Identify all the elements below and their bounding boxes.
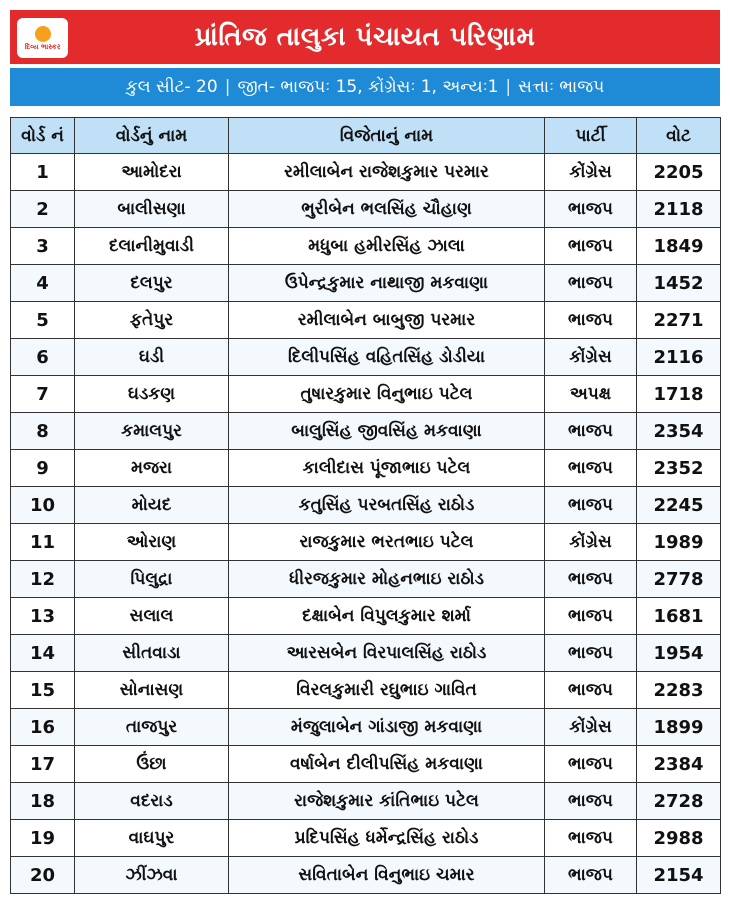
winner-name: ધીરજકુમાર મોહનભાઇ રાઠોડ [229, 561, 545, 598]
ward-name: ઓરાણ [75, 524, 229, 561]
winner-name: આરસબેન વિરપાલસિંહ રાઠોડ [229, 635, 545, 672]
winner-name: તુષારકુમાર વિનુભાઇ પટેલ [229, 376, 545, 413]
winner-name: વર્ષાબેન દીલીપસિંહ મકવાણા [229, 746, 545, 783]
ward-name: ફતેપુર [75, 302, 229, 339]
table-header-row [11, 118, 721, 154]
party-name: ભાજપ [545, 265, 637, 302]
party-name: ભાજપ [545, 191, 637, 228]
ward-number: 14 [11, 635, 75, 672]
ward-number: 10 [11, 487, 75, 524]
ward-name: ઘડકણ [75, 376, 229, 413]
summary-divider: | [224, 77, 231, 97]
vote-count: 2283 [637, 672, 721, 709]
winner-name: કતુસિંહ પરબતસિંહ રાઠોડ [229, 487, 545, 524]
ward-number: 17 [11, 746, 75, 783]
ward-number: 4 [11, 265, 75, 302]
table-row [11, 191, 721, 228]
winner-name: કાલીદાસ પૂંજાભાઇ પટેલ [229, 450, 545, 487]
winner-name: વિરલકુમારી રઘુભાઇ ગાવિત [229, 672, 545, 709]
party-name: ભાજપ [545, 561, 637, 598]
ward-number: 12 [11, 561, 75, 598]
vote-count: 1989 [637, 524, 721, 561]
winner-name: પ્રદિપસિંહ ધર્મેન્દ્રસિંહ રાઠોડ [229, 820, 545, 857]
vote-count: 2728 [637, 783, 721, 820]
ward-name: સોનાસણ [75, 672, 229, 709]
ward-name: આમોદરા [75, 154, 229, 191]
vote-count: 2988 [637, 820, 721, 857]
table-row [11, 487, 721, 524]
party-name: ભાજપ [545, 450, 637, 487]
vote-count: 2205 [637, 154, 721, 191]
table-row [11, 561, 721, 598]
ward-name: સલાલ [75, 598, 229, 635]
sun-icon [35, 26, 51, 42]
ward-number: 8 [11, 413, 75, 450]
ward-number: 11 [11, 524, 75, 561]
vote-count: 1718 [637, 376, 721, 413]
ward-name: વાઘપુર [75, 820, 229, 857]
page-title: પ્રાંતિજ તાલુકા પંચાયત પરિણામ [194, 21, 536, 52]
party-name: ભાજપ [545, 413, 637, 450]
ward-name: દલાનીમુવાડી [75, 228, 229, 265]
ward-name: તાજપુર [75, 709, 229, 746]
table-row [11, 598, 721, 635]
table-row [11, 820, 721, 857]
party-name: ભાજપ [545, 672, 637, 709]
winner-name: દિલીપસિંહ વહિતસિંહ ડોડીયા [229, 339, 545, 376]
vote-count: 2118 [637, 191, 721, 228]
winner-name: ઉપેન્દ્રકુમાર નાથાજી મકવાણા [229, 265, 545, 302]
title-banner [10, 10, 720, 64]
column-header-votes: વોટ [637, 118, 721, 154]
vote-count: 2271 [637, 302, 721, 339]
summary-divider: | [505, 77, 512, 97]
ward-name: મજરા [75, 450, 229, 487]
table-row [11, 302, 721, 339]
table-row [11, 857, 721, 894]
party-name: કોંગ્રેસ [545, 709, 637, 746]
ward-name: ઉંછા [75, 746, 229, 783]
divya-bhaskar-logo [17, 18, 68, 58]
vote-count: 2778 [637, 561, 721, 598]
party-name: ભાજપ [545, 302, 637, 339]
ward-name: ઘડી [75, 339, 229, 376]
vote-count: 2116 [637, 339, 721, 376]
ward-name: બાલીસણા [75, 191, 229, 228]
party-name: કોંગ્રેસ [545, 524, 637, 561]
table-row [11, 635, 721, 672]
ruling-party: સત્તાઃ ભાજપ [518, 77, 605, 97]
vote-count: 2352 [637, 450, 721, 487]
ward-number: 16 [11, 709, 75, 746]
vote-count: 2154 [637, 857, 721, 894]
ward-name: કમાલપુર [75, 413, 229, 450]
party-name: ભાજપ [545, 783, 637, 820]
party-name: કોંગ્રેસ [545, 339, 637, 376]
logo-text: દિવ્ય ભાસ્કર [24, 42, 61, 51]
ward-name: દલપુર [75, 265, 229, 302]
party-name: ભાજપ [545, 228, 637, 265]
winner-name: રાજકુમાર ભરતભાઇ પટેલ [229, 524, 545, 561]
table-row [11, 228, 721, 265]
ward-number: 15 [11, 672, 75, 709]
party-name: ભાજપ [545, 635, 637, 672]
vote-count: 2245 [637, 487, 721, 524]
ward-number: 9 [11, 450, 75, 487]
winner-name: રાજેશકુમાર કાંતિભાઇ પટેલ [229, 783, 545, 820]
table-row [11, 746, 721, 783]
winner-name: મંજુલાબેન ગાંડાજી મકવાણા [229, 709, 545, 746]
winner-name: મધુબા હમીરસિંહ ઝાલા [229, 228, 545, 265]
ward-name: સીતવાડા [75, 635, 229, 672]
column-header-ward-name: વોર્ડનું નામ [75, 118, 229, 154]
table-row [11, 413, 721, 450]
party-name: ભાજપ [545, 857, 637, 894]
winner-name: બાલુસિંહ જીવસિંહ મકવાણા [229, 413, 545, 450]
table-row [11, 709, 721, 746]
vote-count: 1899 [637, 709, 721, 746]
ward-number: 3 [11, 228, 75, 265]
party-name: અપક્ષ [545, 376, 637, 413]
total-seats: કુલ સીટ- 20 [125, 77, 218, 97]
table-row [11, 524, 721, 561]
vote-count: 2384 [637, 746, 721, 783]
results-table [10, 117, 721, 894]
ward-number: 7 [11, 376, 75, 413]
ward-name: ઝીંઝવા [75, 857, 229, 894]
ward-number: 13 [11, 598, 75, 635]
party-name: ભાજપ [545, 487, 637, 524]
table-row [11, 376, 721, 413]
vote-count: 1849 [637, 228, 721, 265]
party-name: ભાજપ [545, 598, 637, 635]
ward-number: 18 [11, 783, 75, 820]
vote-count: 1954 [637, 635, 721, 672]
win-counts: જીત- ભાજપઃ 15, કોંગ્રેસઃ 1, અન્યઃ1 [237, 77, 499, 97]
column-header-ward-no: વોર્ડ નં [11, 118, 75, 154]
table-row [11, 450, 721, 487]
table-row [11, 265, 721, 302]
ward-name: વદરાડ [75, 783, 229, 820]
winner-name: ભુરીબેન ભલસિંહ ચૌહાણ [229, 191, 545, 228]
party-name: કોંગ્રેસ [545, 154, 637, 191]
vote-count: 1452 [637, 265, 721, 302]
ward-number: 20 [11, 857, 75, 894]
table-row [11, 339, 721, 376]
party-name: ભાજપ [545, 746, 637, 783]
table-row [11, 154, 721, 191]
ward-name: મોયદ [75, 487, 229, 524]
table-row [11, 672, 721, 709]
column-header-winner-name: વિજેતાનું નામ [229, 118, 545, 154]
winner-name: રમીલાબેન રાજેશકુમાર પરમાર [229, 154, 545, 191]
ward-number: 1 [11, 154, 75, 191]
winner-name: દક્ષાબેન વિપુલકુમાર શર્મા [229, 598, 545, 635]
party-name: ભાજપ [545, 820, 637, 857]
summary-bar [10, 68, 720, 106]
ward-number: 6 [11, 339, 75, 376]
vote-count: 1681 [637, 598, 721, 635]
vote-count: 2354 [637, 413, 721, 450]
ward-name: પિલુદ્રા [75, 561, 229, 598]
winner-name: રમીલાબેન બાબુજી પરમાર [229, 302, 545, 339]
table-row [11, 783, 721, 820]
winner-name: સવિતાબેન વિનુભાઇ ચમાર [229, 857, 545, 894]
ward-number: 2 [11, 191, 75, 228]
ward-number: 19 [11, 820, 75, 857]
ward-number: 5 [11, 302, 75, 339]
column-header-party: પાર્ટી [545, 118, 637, 154]
